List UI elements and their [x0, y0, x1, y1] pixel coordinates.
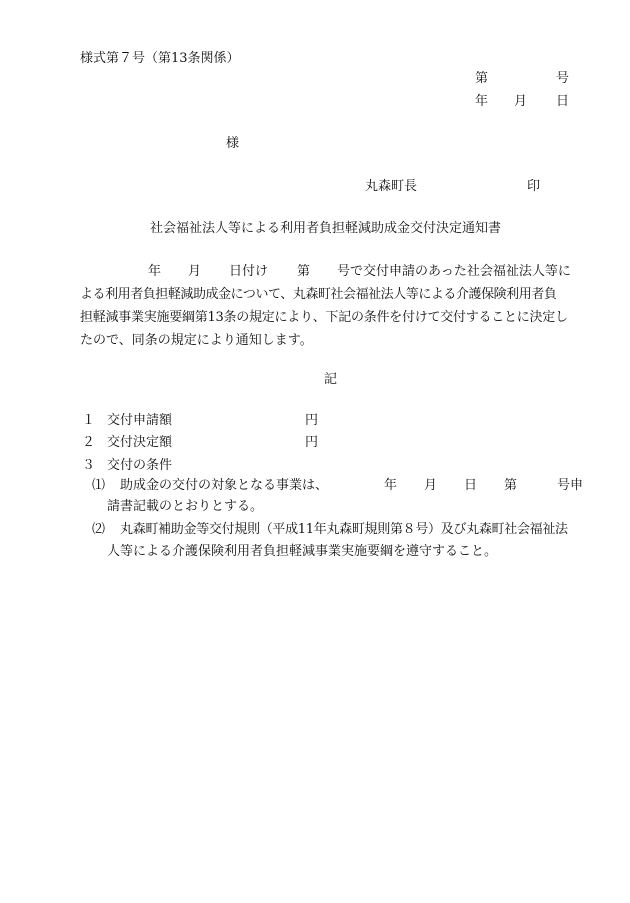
body-line1-day: 日付け: [229, 264, 269, 279]
issuer-title: 丸森町長: [365, 179, 418, 194]
issuer-seal: 印: [527, 179, 541, 194]
body-line1-year: 年: [148, 264, 162, 279]
item-1-unit: 円: [305, 413, 319, 428]
body-line1-month: 月: [188, 264, 202, 279]
condition-2-number: ⑵: [92, 522, 106, 537]
body-line4: たので、同条の規定により通知します。: [80, 333, 313, 348]
item-2-number: ２: [82, 435, 96, 450]
condition-1-no: 第: [504, 478, 518, 493]
body-line3: 担軽減事業実施要綱第13条の規定により、下記の条件を付けて交付することに決定し: [80, 310, 568, 325]
condition-1-month: 月: [424, 478, 438, 493]
condition-1-end: 号申: [557, 478, 584, 493]
condition-1-line2: 請書記載のとおりとする。: [107, 499, 264, 514]
condition-1-day: 日: [464, 478, 478, 493]
addressee-suffix: 様: [226, 136, 240, 151]
item-1-label: 交付申請額: [107, 413, 173, 428]
form-label: 様式第７号（第13条関係）: [80, 51, 240, 66]
condition-1-number: ⑴: [92, 478, 106, 493]
condition-1-year: 年: [384, 478, 398, 493]
item-2-unit: 円: [305, 435, 319, 450]
condition-1-text: 助成金の交付の対象となる事業は、: [120, 478, 329, 493]
body-line1-no: 第: [297, 264, 311, 279]
document-title: 社会福祉法人等による利用者負担軽減助成金交付決定通知書: [150, 221, 502, 236]
item-3-label: 交付の条件: [107, 458, 173, 473]
date-year: 年: [475, 94, 489, 109]
ki-heading: 記: [324, 372, 338, 387]
date-month: 月: [514, 94, 528, 109]
body-line2: よる利用者負担軽減助成金について、丸森町社会福祉法人等による介護保険利用者負: [80, 287, 557, 302]
condition-2-line1: 丸森町補助金等交付規則（平成11年丸森町規則第８号）及び丸森町社会福祉法: [120, 522, 568, 537]
item-2-label: 交付決定額: [107, 435, 173, 450]
date-day: 日: [556, 94, 570, 109]
item-3-number: ３: [82, 458, 96, 473]
condition-2-line2: 人等による介護保険利用者負担軽減事業実施要綱を遵守すること。: [107, 544, 498, 559]
doc-number-suffix: 号: [556, 71, 570, 86]
doc-number-prefix: 第: [475, 71, 489, 86]
body-line1-rest: 号で交付申請のあった社会福祉法人等に: [337, 264, 571, 279]
item-1-number: １: [82, 413, 96, 428]
